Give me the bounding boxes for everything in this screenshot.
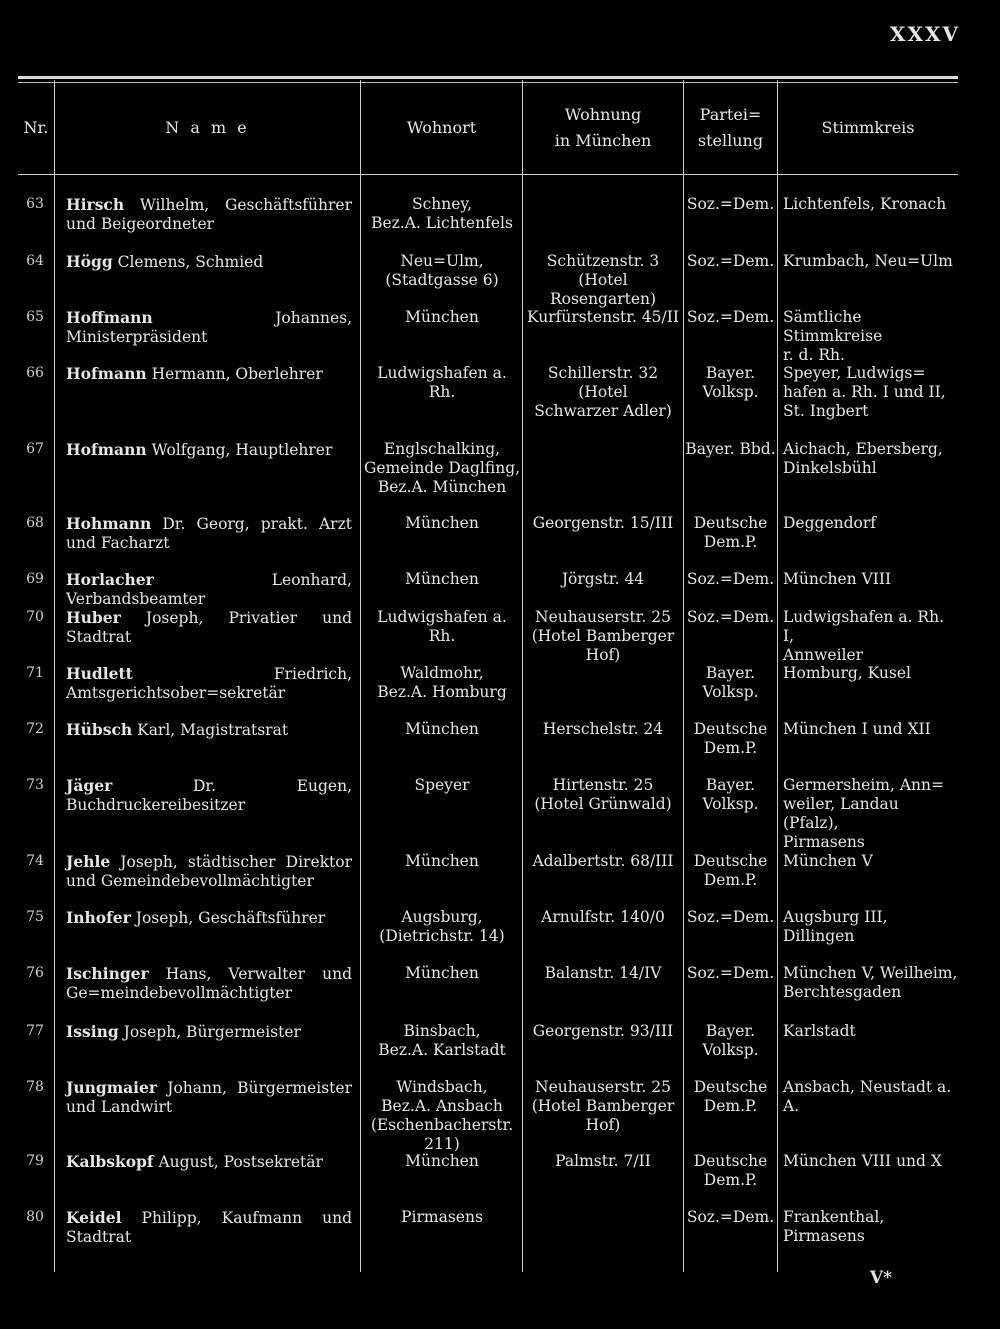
member-name bbox=[66, 608, 352, 647]
member-details: August, Postsekretär bbox=[153, 1153, 323, 1171]
signature-mark: V* bbox=[869, 1268, 892, 1288]
member-name bbox=[66, 308, 352, 347]
constituency: München V, Weilheim, Berchtesgaden bbox=[783, 964, 958, 1001]
residence: Binsbach, Bez.A. Karlstadt bbox=[378, 1022, 506, 1059]
residence: Neu=Ulm, (Stadtgasse 6) bbox=[385, 252, 499, 289]
column-divider bbox=[777, 80, 778, 1272]
row-number: 76 bbox=[26, 965, 44, 981]
constituency: Speyer, Ludwigs= hafen a. Rh. I und II, St. Ingbert bbox=[783, 364, 946, 420]
row-number: 71 bbox=[26, 665, 44, 681]
member-name bbox=[66, 1022, 352, 1042]
member-name bbox=[66, 964, 352, 1003]
row-number: 67 bbox=[26, 441, 44, 457]
party: Soz.=Dem. bbox=[686, 195, 775, 213]
munich-address: Balanstr. 14/IV bbox=[544, 964, 662, 982]
party: Soz.=Dem. bbox=[686, 608, 775, 626]
top-rule-thin bbox=[18, 82, 958, 83]
party: Bayer. Volksp. bbox=[702, 1022, 759, 1059]
party: Deutsche Dem.P. bbox=[693, 1078, 768, 1115]
residence: München bbox=[405, 570, 479, 588]
residence: Englschalking, Gemeinde Daglfing, Bez.A. München bbox=[363, 440, 521, 496]
member-details: Hermann, Oberlehrer bbox=[146, 365, 323, 383]
munich-address: Herschelstr. 24 bbox=[542, 720, 664, 738]
member-name bbox=[66, 252, 352, 272]
row-number: 73 bbox=[26, 777, 44, 793]
member-name bbox=[66, 195, 352, 234]
member-name bbox=[66, 514, 352, 553]
member-surname: Hudlett bbox=[66, 664, 133, 683]
residence: München bbox=[405, 308, 479, 326]
constituency: München VIII bbox=[783, 570, 892, 588]
member-surname: Huber bbox=[66, 608, 121, 627]
member-details: Clemens, Schmied bbox=[112, 253, 264, 271]
party: Deutsche Dem.P. bbox=[693, 852, 768, 889]
party: Bayer. Bbd. bbox=[685, 440, 776, 458]
constituency: Aichach, Ebersberg, Dinkelsbühl bbox=[783, 440, 943, 477]
member-details: Dr. Eugen, Buchdruckereibesitzer bbox=[66, 777, 352, 814]
row-number: 74 bbox=[26, 853, 44, 869]
member-name bbox=[66, 440, 352, 460]
party: Soz.=Dem. bbox=[686, 908, 775, 926]
munich-address: Jörgstr. 44 bbox=[561, 570, 645, 588]
member-details: Johann, Bürgermeister und Landwirt bbox=[66, 1079, 352, 1116]
member-details: Hans, Verwalter und Ge=meindebevollmächtigter bbox=[66, 965, 352, 1002]
residence: München bbox=[405, 852, 479, 870]
munich-address: Hirtenstr. 25 (Hotel Grünwald) bbox=[534, 776, 672, 813]
member-details: Joseph, städtischer Direktor und Gemeindebevollmächtigter bbox=[66, 853, 352, 890]
residence: München bbox=[405, 964, 479, 982]
constituency: München V bbox=[783, 852, 873, 870]
member-name bbox=[66, 776, 352, 815]
party: Soz.=Dem. bbox=[686, 1208, 775, 1226]
member-name bbox=[66, 1078, 352, 1117]
row-number: 72 bbox=[26, 721, 44, 737]
top-rule bbox=[18, 76, 958, 79]
munich-address: Adalbertstr. 68/III bbox=[532, 852, 674, 870]
constituency: Sämtliche Stimmkreise r. d. Rh. bbox=[783, 308, 883, 364]
member-surname: Hofmann bbox=[66, 364, 147, 383]
header-name: N a m e bbox=[165, 118, 250, 137]
residence: München bbox=[405, 720, 479, 738]
party: Soz.=Dem. bbox=[686, 964, 775, 982]
member-name bbox=[66, 720, 352, 740]
member-name bbox=[66, 364, 352, 384]
member-details: Dr. Georg, prakt. Arzt und Facharzt bbox=[66, 515, 352, 552]
party: Bayer. Volksp. bbox=[702, 664, 759, 701]
row-number: 77 bbox=[26, 1023, 44, 1039]
party: Soz.=Dem. bbox=[686, 570, 775, 588]
member-surname: Inhofer bbox=[66, 908, 131, 927]
row-number: 64 bbox=[26, 253, 44, 269]
header-wohnung: Wohnung in München bbox=[554, 105, 652, 150]
member-details: Karl, Magistratsrat bbox=[132, 721, 289, 739]
residence: Waldmohr, Bez.A. Homburg bbox=[377, 664, 507, 701]
party: Bayer. Volksp. bbox=[702, 776, 759, 813]
residence: Windsbach, Bez.A. Ansbach (Eschenbacherstr. 211) bbox=[370, 1078, 514, 1153]
member-details: Philipp, Kaufmann und Stadtrat bbox=[66, 1209, 352, 1246]
party: Soz.=Dem. bbox=[686, 308, 775, 326]
party: Bayer. Volksp. bbox=[702, 364, 759, 401]
residence: Speyer bbox=[414, 776, 470, 794]
constituency: Lichtenfels, Kronach bbox=[783, 195, 947, 213]
member-surname: Jehle bbox=[66, 852, 111, 871]
page-number: XXXV bbox=[889, 22, 960, 46]
header-nr: Nr. bbox=[23, 118, 49, 137]
member-surname: Keidel bbox=[66, 1208, 122, 1227]
munich-address: Georgenstr. 93/III bbox=[532, 1022, 674, 1040]
munich-address: Palmstr. 7/II bbox=[555, 1152, 651, 1170]
party: Deutsche Dem.P. bbox=[693, 514, 768, 551]
member-surname: Jäger bbox=[66, 776, 113, 795]
constituency: Deggendorf bbox=[783, 514, 876, 532]
member-surname: Hofmann bbox=[66, 440, 147, 459]
constituency: Krumbach, Neu=Ulm bbox=[783, 252, 953, 270]
member-name bbox=[66, 852, 352, 891]
residence: Ludwigshafen a. Rh. bbox=[377, 608, 507, 645]
member-details: Wolfgang, Hauptlehrer bbox=[146, 441, 333, 459]
constituency: Ansbach, Neustadt a. A. bbox=[783, 1078, 952, 1115]
residence: München bbox=[405, 1152, 479, 1170]
member-surname: Horlacher bbox=[66, 570, 154, 589]
constituency: München VIII und X bbox=[783, 1152, 942, 1170]
munich-address: Neuhauserstr. 25 (Hotel Bamberger Hof) bbox=[531, 608, 675, 664]
residence: München bbox=[405, 514, 479, 532]
constituency: Germersheim, Ann= weiler, Landau (Pfalz), Pirmasens bbox=[783, 776, 945, 851]
member-details: Leonhard, Verbandsbeamter bbox=[66, 571, 352, 608]
member-surname: Kalbskopf bbox=[66, 1152, 154, 1171]
member-details: Joseph, Geschäftsführer bbox=[130, 909, 326, 927]
constituency: Augsburg III, Dillingen bbox=[783, 908, 888, 945]
row-number: 66 bbox=[26, 365, 44, 381]
row-number: 65 bbox=[26, 309, 44, 325]
residence: Pirmasens bbox=[401, 1208, 483, 1226]
header-stimmkreis: Stimmkreis bbox=[821, 118, 915, 137]
member-surname: Issing bbox=[66, 1022, 119, 1041]
party: Deutsche Dem.P. bbox=[693, 720, 768, 757]
row-number: 70 bbox=[26, 609, 44, 625]
residence: Schney, Bez.A. Lichtenfels bbox=[371, 195, 513, 232]
row-number: 68 bbox=[26, 515, 44, 531]
member-name bbox=[66, 570, 352, 609]
party: Deutsche Dem.P. bbox=[693, 1152, 768, 1189]
member-name bbox=[66, 1208, 352, 1247]
member-surname: Hübsch bbox=[66, 720, 133, 739]
member-details: Joseph, Bürgermeister bbox=[118, 1023, 301, 1041]
munich-address: Kurfürstenstr. 45/II bbox=[526, 308, 680, 326]
member-details: Joseph, Privatier und Stadtrat bbox=[66, 609, 352, 646]
munich-address: Schillerstr. 32 (Hotel Schwarzer Adler) bbox=[534, 364, 672, 420]
member-name bbox=[66, 664, 352, 703]
row-number: 75 bbox=[26, 909, 44, 925]
member-details: Johannes, Ministerpräsident bbox=[66, 309, 352, 346]
header-rule bbox=[18, 174, 958, 175]
row-number: 69 bbox=[26, 571, 44, 587]
constituency: Ludwigshafen a. Rh. I, Annweiler bbox=[783, 608, 945, 664]
member-name bbox=[66, 1152, 352, 1172]
constituency: Homburg, Kusel bbox=[783, 664, 911, 682]
munich-address: Neuhauserstr. 25 (Hotel Bamberger Hof) bbox=[531, 1078, 675, 1134]
row-number: 63 bbox=[26, 196, 44, 212]
party: Soz.=Dem. bbox=[686, 252, 775, 270]
member-surname: Hirsch bbox=[66, 195, 125, 214]
constituency: Frankenthal, Pirmasens bbox=[783, 1208, 885, 1245]
munich-address: Georgenstr. 15/III bbox=[532, 514, 674, 532]
row-number: 78 bbox=[26, 1079, 44, 1095]
header-partei: Partei= stellung bbox=[697, 105, 764, 150]
member-surname: Ischinger bbox=[66, 964, 149, 983]
member-details: Friedrich, Amtsgerichtsober=sekretär bbox=[66, 665, 352, 702]
row-number: 79 bbox=[26, 1153, 44, 1169]
column-divider bbox=[54, 80, 55, 1272]
member-surname: Hohmann bbox=[66, 514, 152, 533]
member-surname: Jungmaier bbox=[66, 1078, 158, 1097]
constituency: München I und XII bbox=[783, 720, 931, 738]
munich-address: Arnulfstr. 140/0 bbox=[541, 908, 665, 926]
munich-address: Schützenstr. 3 (Hotel Rosengarten) bbox=[546, 252, 660, 308]
residence: Augsburg, (Dietrichstr. 14) bbox=[379, 908, 505, 945]
column-divider bbox=[360, 80, 361, 1272]
member-details: Wilhelm, Geschäftsführer und Beigeordneter bbox=[66, 196, 352, 233]
member-surname: Högg bbox=[66, 252, 113, 271]
header-wohnort: Wohnort bbox=[406, 118, 477, 137]
residence: Ludwigshafen a. Rh. bbox=[377, 364, 507, 401]
member-name bbox=[66, 908, 352, 928]
row-number: 80 bbox=[26, 1209, 44, 1225]
member-surname: Hoffmann bbox=[66, 308, 153, 327]
constituency: Karlstadt bbox=[783, 1022, 856, 1040]
